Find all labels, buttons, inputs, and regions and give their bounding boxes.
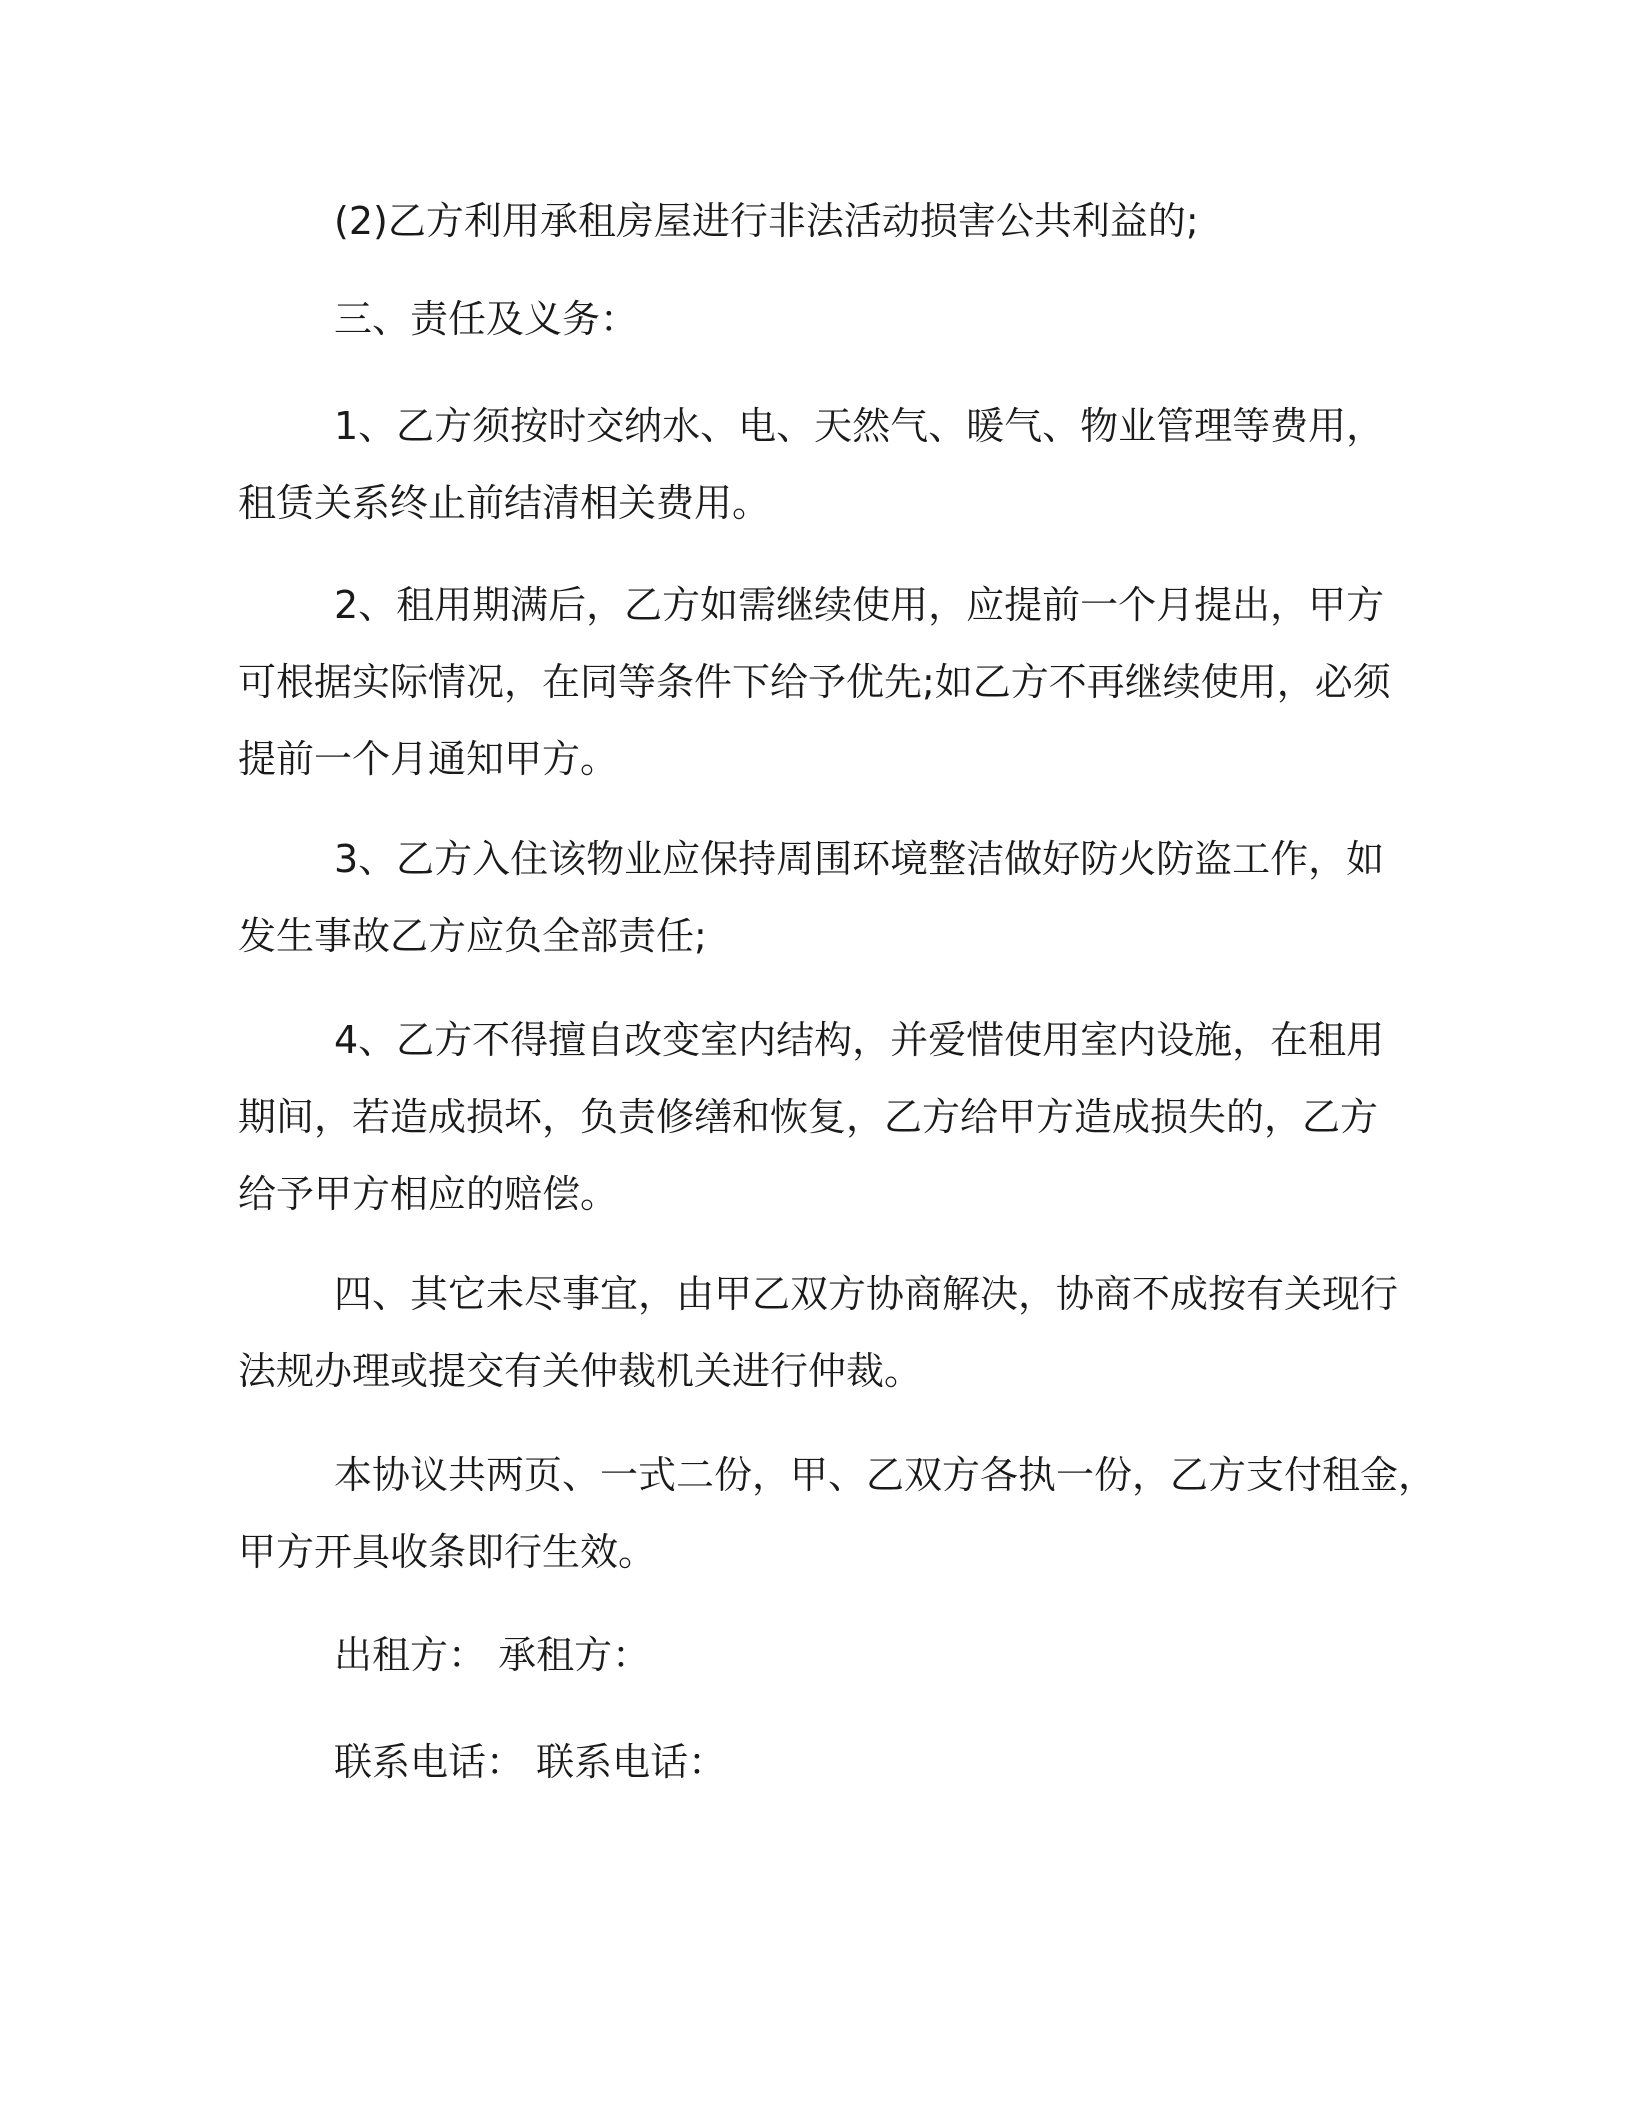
text-line: 提前一个月通知甲方。: [238, 737, 619, 781]
text-line: 1、乙方须按时交纳水、电、天然气、暖气、物业管理等费用，: [334, 404, 1385, 448]
item-1-paragraph: [238, 388, 1418, 542]
section-4-paragraph: [238, 1256, 1418, 1410]
clause-2-2-paragraph: [238, 183, 1418, 260]
text-line: 法规办理或提交有关仲裁机关进行仲裁。: [238, 1349, 923, 1393]
text-line: 四、其它未尽事宜，由甲乙双方协商解决，协商不成按有关现行: [334, 1272, 1399, 1316]
text-line: 可根据实际情况，在同等条件下给予优先;如乙方不再继续使用，必须: [238, 660, 1391, 704]
text-line: 三、责任及义务：: [334, 297, 639, 341]
closing-paragraph: [238, 1437, 1437, 1591]
item-3-paragraph: [238, 821, 1418, 975]
text-line: 给予甲方相应的赔偿。: [238, 1172, 619, 1216]
parties-line: [238, 1617, 1418, 1694]
item-4-paragraph: [238, 1002, 1418, 1233]
text-line: 发生事故乙方应负全部责任;: [238, 914, 707, 958]
text-line: 联系电话： 联系电话：: [334, 1740, 727, 1784]
text-line: (2)乙方利用承租房屋进行非法活动损害公共利益的;: [334, 199, 1199, 243]
section-3-heading: [238, 281, 1418, 358]
text-line: 3、乙方入住该物业应保持周围环境整洁做好防火防盗工作，如: [334, 837, 1385, 881]
text-line: 本协议共两页、一式二份，甲、乙双方各执一份，乙方支付租金，: [334, 1453, 1437, 1497]
text-line: 4、乙方不得擅自改变室内结构，并爱惜使用室内设施，在租用: [334, 1018, 1385, 1062]
text-line: 租赁关系终止前结清相关费用。: [238, 481, 771, 525]
text-line: 期间，若造成损坏，负责修缮和恢复，乙方给甲方造成损失的，乙方: [238, 1095, 1379, 1139]
item-2-paragraph: [238, 567, 1418, 798]
text-line: 甲方开具收条即行生效。: [238, 1530, 657, 1574]
text-line: 出租方： 承租方：: [334, 1633, 651, 1677]
contact-line: [238, 1724, 1418, 1801]
text-line: 2、租用期满后，乙方如需继续使用，应提前一个月提出，甲方: [334, 583, 1385, 627]
